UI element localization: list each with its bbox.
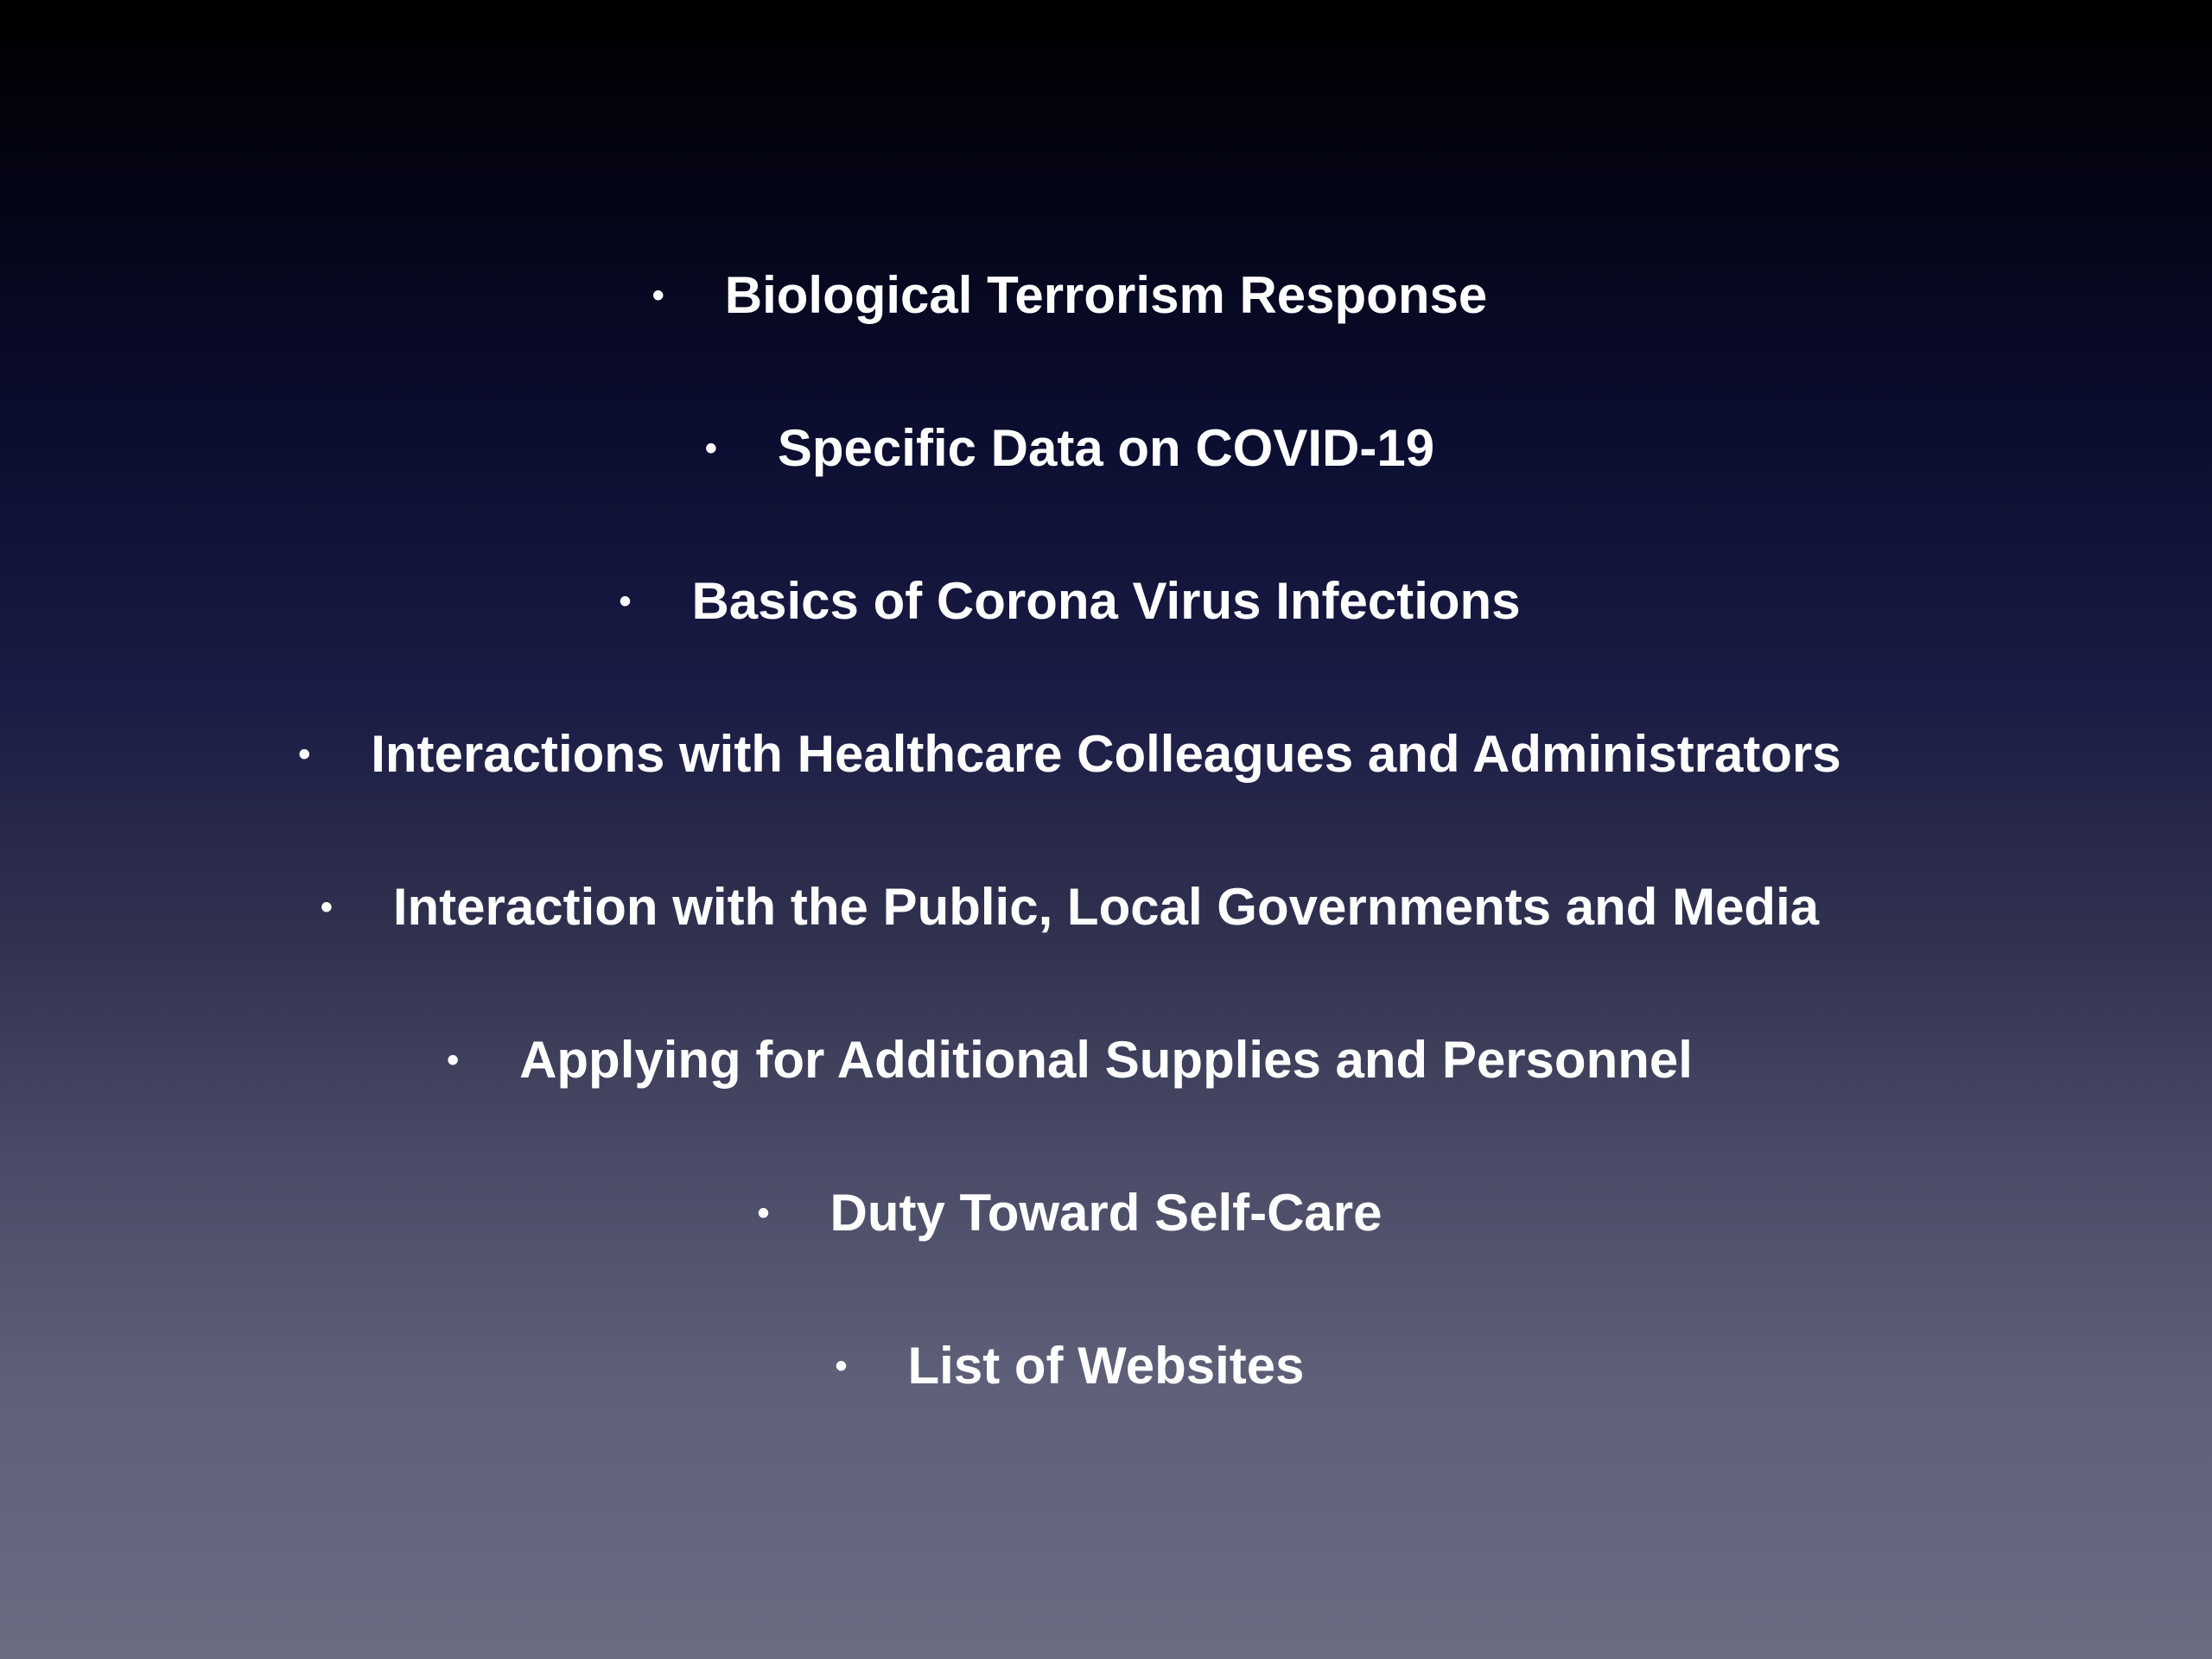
list-item (0, 259, 2212, 412)
list-item (0, 871, 2212, 1024)
bullet-icon: • (757, 1194, 770, 1232)
list-item-label: List of Websites (907, 1337, 1305, 1395)
list-item (0, 1024, 2212, 1177)
bullet-icon: • (298, 735, 311, 773)
list-item-label: Duty Toward Self-Care (830, 1184, 1382, 1242)
bullet-icon: • (320, 888, 333, 926)
list-item (0, 718, 2212, 871)
bullet-icon: • (704, 429, 717, 467)
list-item (0, 412, 2212, 565)
list-item (0, 1330, 2212, 1483)
list-item-label: Biological Terrorism Response (724, 266, 1488, 324)
list-item (0, 565, 2212, 718)
list-item-label: Specific Data on COVID-19 (777, 419, 1435, 477)
bullet-list (0, 259, 2212, 1483)
bullet-icon: • (447, 1041, 460, 1079)
bullet-icon: • (835, 1347, 848, 1385)
list-item-label: Basics of Corona Virus Infections (691, 572, 1521, 630)
list-item-label: Applying for Additional Supplies and Personnel (519, 1031, 1693, 1089)
bullet-icon: • (652, 276, 664, 315)
bullet-icon: • (619, 582, 632, 620)
list-item (0, 1177, 2212, 1330)
list-item-label: Interactions with Healthcare Colleagues and Administrators (371, 725, 1841, 783)
list-item-label: Interaction with the Public, Local Governments and Media (392, 878, 1820, 936)
